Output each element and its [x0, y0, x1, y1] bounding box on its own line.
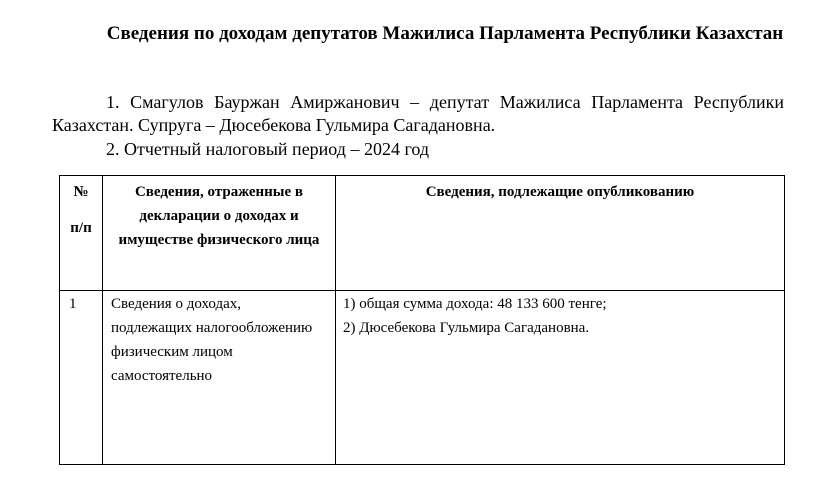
deputy-info-paragraph: 1. Смагулов Бауржан Амиржанович – депутат Мажилиса Парламента Республики Казахстан. Супруга – Дюсебекова Гульмира Сагадановна.: [52, 92, 784, 135]
published-total-income: 1) общая сумма дохода: 48 133 600 тенге;: [343, 296, 607, 312]
income-declaration-table: [59, 175, 785, 465]
row-declared-cell: Сведения о доходах, подлежащих налогообложению физическим лицом самостоятельно: [103, 291, 336, 465]
tax-period-paragraph: 2. Отчетный налоговый период – 2024 год: [106, 139, 430, 159]
document-title: Сведения по доходам депутатов Мажилиса Парламента Республики Казахстан: [106, 23, 784, 44]
header-declared-info: Сведения, отраженные в декларации о доходах и имуществе физического лица: [103, 176, 336, 291]
header-number-symbol: №: [73, 184, 89, 200]
header-number-cell: [60, 176, 103, 291]
header-published-info: Сведения, подлежащие опубликованию: [336, 176, 785, 291]
row-number-cell: 1: [60, 291, 103, 465]
table-row: [60, 291, 785, 465]
table-header-row: [60, 176, 785, 291]
header-number-order: п/п: [70, 220, 92, 236]
published-spouse-name: 2) Дюсебекова Гульмира Сагадановна.: [343, 320, 590, 336]
row-published-cell: [336, 291, 785, 465]
